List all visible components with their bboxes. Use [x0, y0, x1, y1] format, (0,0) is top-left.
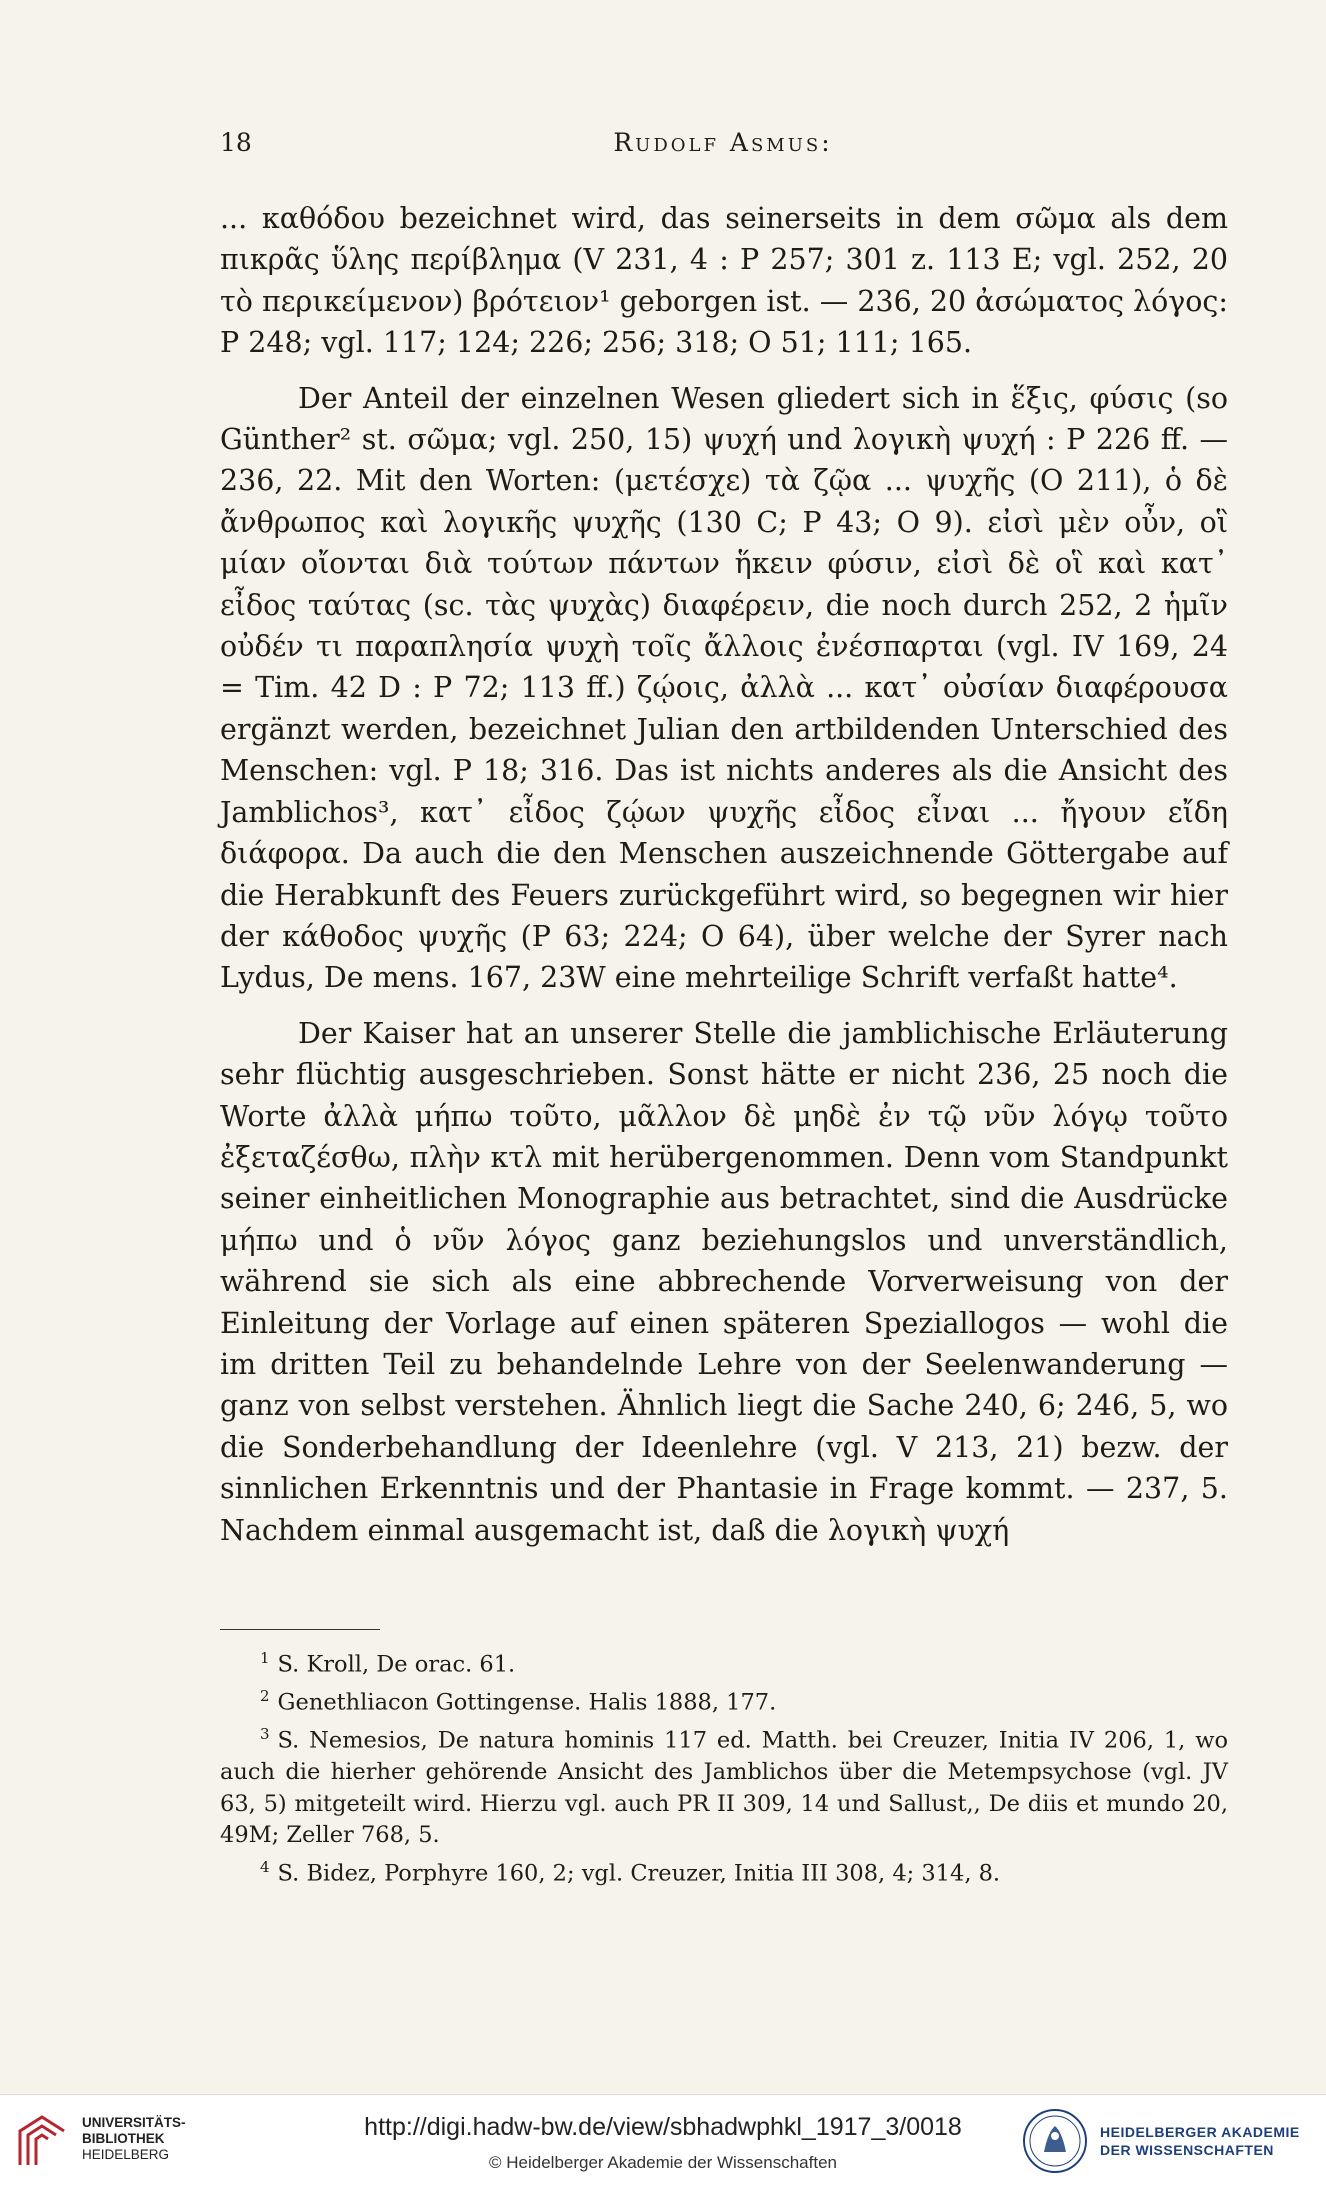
- footnote: [220, 1681, 1228, 1719]
- footnote-text: S. Kroll, De orac. 61.: [277, 1651, 516, 1678]
- academy-name: HEIDELBERGER AKADEMIE DER WISSENSCHAFTEN: [1100, 2124, 1300, 2158]
- footnote-text: Genethliacon Gottingense. Halis 1888, 177.: [277, 1689, 777, 1716]
- university-library-name: UNIVERSITÄTS- BIBLIOTHEK HEIDELBERG: [82, 2115, 186, 2162]
- footnote-number: 1: [260, 1649, 270, 1667]
- page-number: 18: [220, 128, 252, 157]
- copyright-notice: © Heidelberger Akademie der Wissenschaften: [489, 2153, 837, 2172]
- footnotes: [220, 1643, 1228, 1890]
- viewer-footer: [0, 2094, 1326, 2187]
- footnote-number: 4: [260, 1857, 270, 1876]
- paragraph: ... καθόδου bezeichnet wird, das seinerseits in dem σῶμα als dem πικρᾶς ὕλης περίβλημα (V 231, 4 : P 257; 301 z. 113 E; vgl. 252, 20 τὸ περικείμενον) βρότειον¹ geborgen ist. — 236, 20 ἀσώματος λόγος: P 248; vgl. 117; 124; 226; 256; 318; O 51; 111; 165.: [220, 202, 1228, 360]
- footnote: [220, 1852, 1228, 1890]
- paragraph: Der Anteil der einzelnen Wesen gliedert sich in ἕξις, φύσις (so Günther² st. σῶμα; vgl. 250, 15) ψυχή und λογικὴ ψυχή : P 226 ff. —236, 22. Mit den Worten: (μετέσχε) τὰ ζῷα ... ψυχῆς (O 211), ὁ δὲ ἄνθρωπος καὶ λογικῆς ψυχῆς (130 C; P 43; O 9). εἰσὶ μὲν οὖν, οἳ μίαν οἴονται διὰ τούτων πάντων ἥκειν φύσιν, εἰσὶ δὲ οἳ καὶ κατ᾽ εἶδος ταύτας (sc. τὰς ψυχὰς) διαφέρειν, die noch durch 252, 2 ἡμῖν οὐδέν τι παραπλησία ψυχὴ τοῖς ἄλλοις ἐνέσπαρται (vgl. IV 169, 24 = Tim. 42 D : P 72; 113 ff.) ζῴοις, ἀλλὰ ... κατ᾽ οὐσίαν διαφέρουσα ergänzt werden, bezeichnet Julian den artbildenden Unterschied des Menschen: vgl. P 18; 316. Das ist nichts anderes als die Ansicht des Jamblichos³, κατ᾽ εἶδος ζῴων ψυχῆς εἶδος εἶναι ... ἤγουν εἴδη διάφορα. Da auch die den Menschen auszeichnende Göttergabe auf die Herabkunft des Feuers zurückgeführt wird, so begegnen wir hier der κάθοδος ψυχῆς (P 63; 224; O 64), über welche der Syrer nach Lydus, De mens. 167, 23W eine mehrteilige Schrift verfaßt hatte⁴.: [220, 381, 1228, 995]
- footnote-rule: [220, 1629, 380, 1630]
- footnote: [220, 1643, 1228, 1681]
- permalink-url[interactable]: http://digi.hadw-bw.de/view/sbhadwphkl_1917_3/0018: [364, 2113, 962, 2141]
- footnote-number: 3: [260, 1725, 270, 1743]
- paragraph: Der Kaiser hat an unserer Stelle die jamblichische Erläuterung sehr flüchtig ausgeschrieben. Sonst hätte er nicht 236, 25 noch die Worte ἀλλὰ μήπω τοῦτο, μᾶλλον δὲ μηδὲ ἐν τῷ νῦν λόγῳ τοῦτο ἐξεταζέσθω, πλὴν κτλ mit herübergenommen. Denn vom Standpunkt seiner einheitlichen Monographie aus betrachtet, sind die Ausdrücke μήπω und ὁ νῦν λόγος ganz beziehungslos und unverständlich, während sie sich als eine abbrechende Vorverweisung von der Einleitung der Vorlage auf einen späteren Speziallogos — wohl die im dritten Teil zu behandelnde Lehre von der Seelenwanderung — ganz von selbst verstehen. Ähnlich liegt die Sache 240, 6; 246, 5, wo die Sonderbehandlung der Ideenlehre (vgl. V 213, 21) bezw. der sinnlichen Erkenntnis und der Phantasie in Frage kommt. — 237, 5. Nachdem einmal ausgemacht ist, daß die λογικὴ ψυχή: [220, 1016, 1228, 1547]
- body-text: [220, 198, 1228, 1551]
- academy-seal-icon: [1022, 2108, 1088, 2174]
- footnote-text: S. Nemesios, De natura hominis 117 ed. Matth. bei Creuzer, Initia IV 206, 1, wo auch die hierher gehörende Ansicht des Jamblichos über die Metempsychose (vgl. JV 63, 5) mitgeteilt wird. Hierzu vgl. auch PR II 309, 14 und Sallust,, De diis et mundo 20, 49M; Zeller 768, 5.: [220, 1727, 1228, 1848]
- running-head: Rudolf Asmus:: [613, 128, 833, 157]
- footnote-text: S. Bidez, Porphyre 160, 2; vgl. Creuzer, Initia III 308, 4; 314, 8.: [277, 1860, 1001, 1886]
- page-header: [220, 128, 1226, 168]
- footnote: [220, 1719, 1228, 1852]
- footnote-number: 2: [260, 1687, 270, 1705]
